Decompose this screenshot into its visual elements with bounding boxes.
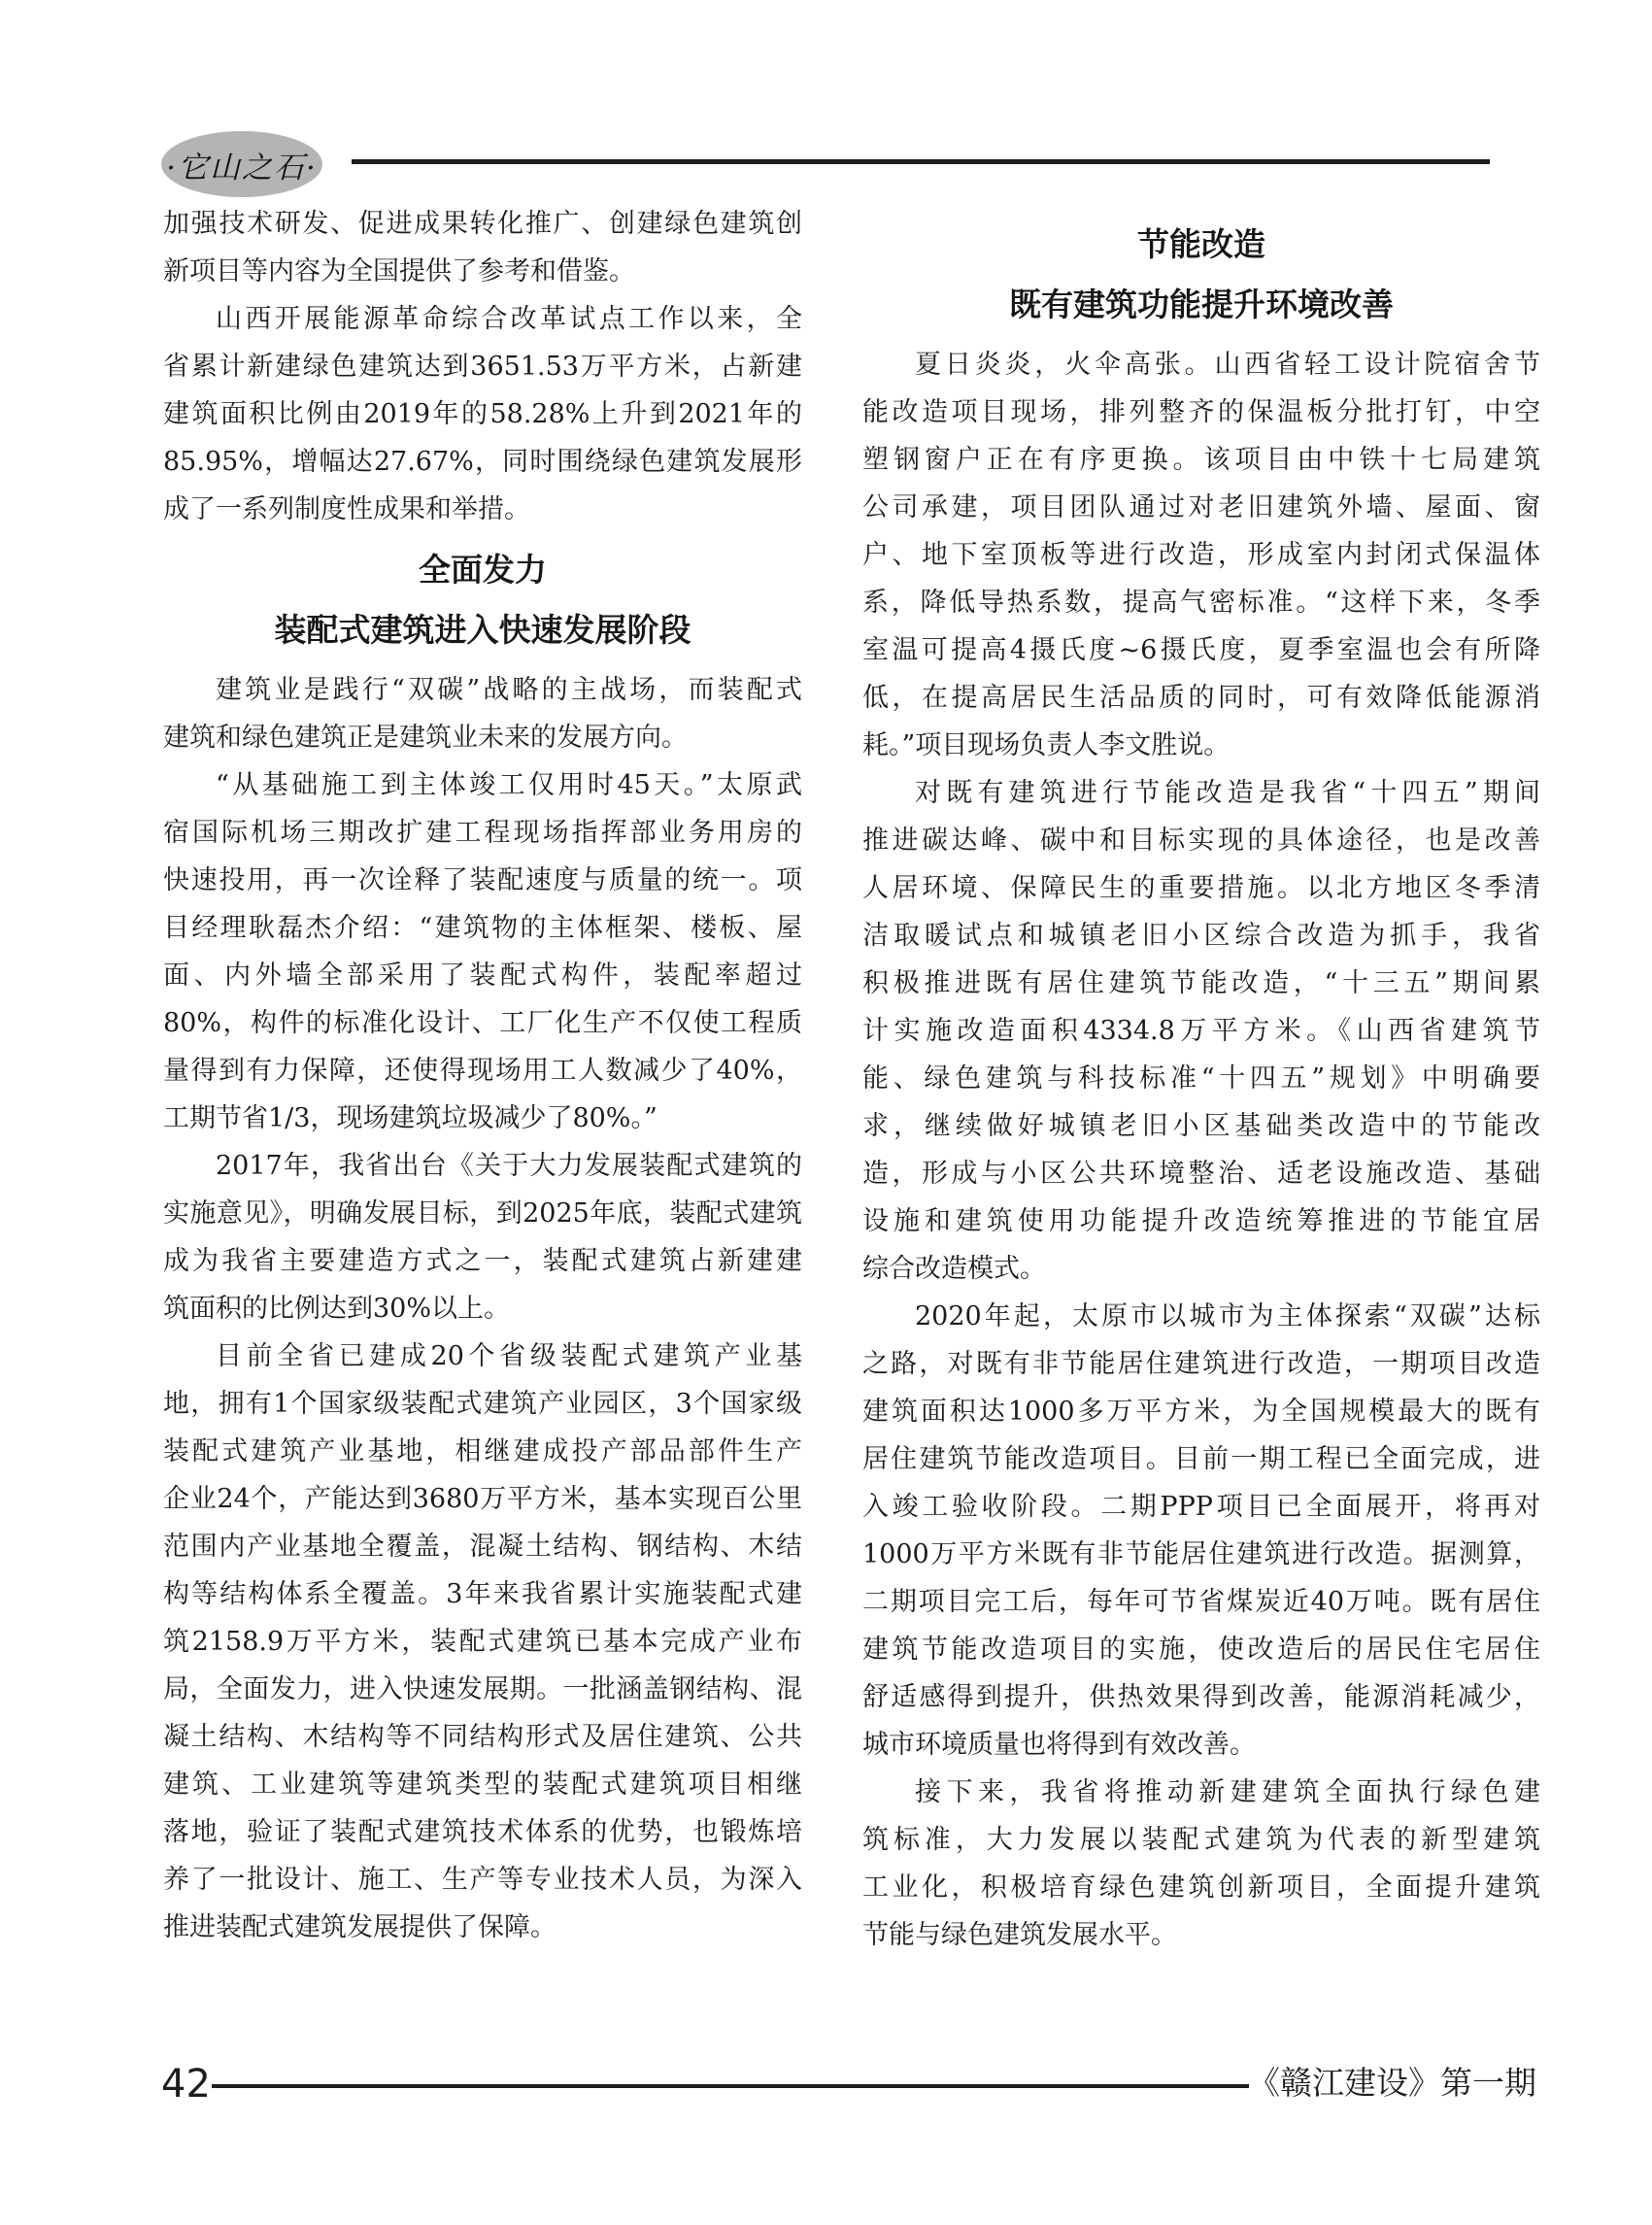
text-line: 筑标准，大力发展以装配式建筑为代表的新型建筑	[862, 1825, 1540, 1855]
text-line: 积极推进既有居住建筑节能改造，“十三五”期间累	[862, 968, 1540, 998]
text-line: 新项目等内容为全国提供了参考和借鉴。	[163, 256, 635, 287]
text-line: 实施意见》，明确发展目标，到2025年底，装配式建筑	[163, 1198, 802, 1229]
section-heading: 全面发力	[419, 551, 547, 589]
text-line: 求，继续做好城镇老旧小区基础类改造中的节能改	[862, 1111, 1540, 1141]
text-line: “从基础施工到主体竣工仅用时45天。”太原武	[216, 770, 802, 800]
text-line: 筑面积的比例达到30%以上。	[163, 1294, 511, 1324]
text-line: 建筑面积达1000多万平方米，为全国规模最大的既有	[862, 1397, 1540, 1427]
text-line: 入竣工验收阶段。二期PPP项目已全面展开，将再对	[862, 1492, 1540, 1522]
paragraph	[862, 1769, 1540, 1959]
text-line: 室温可提高4摄氏度~6摄氏度，夏季室温也会有所降	[862, 635, 1540, 665]
text-line: 省累计新建绿色建筑达到3651.53万平方米，占新建	[163, 352, 802, 382]
text-line: 局，全面发力，进入快速发展期。一批涵盖钢结构、混	[163, 1674, 802, 1704]
footer-rule	[212, 2084, 1249, 2088]
text-line: 山西开展能源革命综合改革试点工作以来，全	[216, 304, 802, 334]
paragraph	[862, 1293, 1540, 1769]
text-line: 量得到有力保障，还使得现场用工人数减少了40%，	[163, 1056, 802, 1086]
text-line: 宿国际机场三期改扩建工程现场指挥部业务用房的	[163, 818, 802, 848]
text-line: 公司承建，项目团队通过对老旧建筑外墙、屋面、窗	[862, 492, 1540, 523]
text-line: 户、地下室顶板等进行改造，形成室内封闭式保温体	[862, 540, 1540, 570]
text-line: 接下来，我省将推动新建建筑全面执行绿色建	[915, 1777, 1540, 1807]
right-column	[862, 208, 1540, 1959]
text-line: 企业24个，产能达到3680万平方米，基本实现百公里	[163, 1484, 802, 1514]
paragraph	[862, 341, 1540, 769]
paragraph	[862, 769, 1540, 1293]
text-line: 范围内产业基地全覆盖，混凝土结构、钢结构、木结	[163, 1532, 802, 1562]
text-line: 设施和建筑使用功能提升改造统筹推进的节能宜居	[862, 1206, 1540, 1236]
text-line: 加强技术研发、促进成果转化推广、创建绿色建筑创	[163, 209, 802, 239]
section-badge	[161, 131, 322, 197]
text-line: 能、绿色建筑与科技标准“十四五”规划》中明确要	[862, 1063, 1540, 1094]
text-line: 综合改造模式。	[862, 1254, 1046, 1284]
text-line: 低，在提高居民生活品质的同时，可有效降低能源消	[862, 683, 1540, 713]
text-line: 建筑、工业建筑等建筑类型的装配式建筑项目相继	[163, 1770, 802, 1800]
left-column	[163, 200, 802, 1951]
text-line: 节能与绿色建筑发展水平。	[862, 1920, 1177, 1950]
text-line: 塑钢窗户正在有序更换。该项目由中铁十七局建筑	[862, 445, 1540, 475]
text-line: 80%，构件的标准化设计、工厂化生产不仅使工程质	[163, 1008, 802, 1038]
text-line: 建筑业是践行“双碳”战略的主战场，而装配式	[216, 675, 802, 705]
text-line: 2020年起，太原市以城市为主体探索“双碳”达标	[915, 1301, 1540, 1332]
text-line: 建筑和绿色建筑正是建筑业未来的发展方向。	[163, 723, 688, 753]
text-line: 筑2158.9万平方米，装配式建筑已基本完成产业布	[163, 1627, 802, 1657]
text-line: 舒适感得到提升，供热效果得到改善，能源消耗减少，	[862, 1682, 1540, 1712]
page-number: 42	[161, 2062, 211, 2107]
text-line: 面、内外墙全部采用了装配式构件，装配率超过	[163, 961, 802, 991]
text-line: 成为我省主要建造方式之一，装配式建筑占新建建	[163, 1246, 802, 1276]
text-line: 落地，验证了装配式建筑技术体系的优势，也锻炼培	[163, 1817, 802, 1847]
paragraph	[163, 666, 802, 761]
text-line: 洁取暖试点和城镇老旧小区综合改造为抓手，我省	[862, 921, 1540, 951]
text-line: 耗。”项目现场负责人李文胜说。	[862, 730, 1231, 760]
text-line: 地，拥有1个国家级装配式建筑产业园区，3个国家级	[163, 1389, 802, 1419]
text-line: 居住建筑节能改造项目。目前一期工程已全面完成，进	[862, 1444, 1540, 1474]
text-line: 快速投用，再一次诠释了装配速度与质量的统一。项	[163, 865, 802, 895]
text-line: 能改造项目现场，排列整齐的保温板分批打钉，中空	[862, 397, 1540, 427]
paragraph	[163, 200, 802, 295]
paragraph	[163, 1332, 802, 1951]
text-line: 对既有建筑进行节能改造是我省“十四五”期间	[915, 778, 1540, 808]
text-line: 目前全省已建成20个省级装配式建筑产业基	[216, 1341, 802, 1371]
text-line: 造，形成与小区公共环境整治、适老设施改造、基础	[862, 1159, 1540, 1189]
text-line: 凝土结构、木结构等不同结构形式及居住建筑、公共	[163, 1722, 802, 1752]
text-line: 1000万平方米既有非节能居住建筑进行改造。据测算，	[862, 1539, 1540, 1569]
text-line: 系，降低导热系数，提高气密标准。“这样下来，冬季	[862, 588, 1540, 618]
section-badge-label: ·它山之石·	[166, 150, 318, 185]
paragraph	[163, 295, 802, 533]
text-line: 计实施改造面积4334.8万平方米。《山西省建筑节	[862, 1016, 1540, 1046]
section-heading: 既有建筑功能提升环境改善	[1009, 286, 1394, 323]
section-heading: 装配式建筑进入快速发展阶段	[274, 611, 691, 649]
text-line: 85.95%，增幅达27.67%，同时围绕绿色建筑发展形	[163, 447, 802, 477]
text-line: 夏日炎炎，火伞高张。山西省轻工设计院宿舍节	[915, 350, 1540, 380]
text-line: 二期项目完工后，每年可节省煤炭近40万吨。既有居住	[862, 1587, 1540, 1617]
text-line: 人居环境、保障民生的重要措施。以北方地区冬季清	[862, 873, 1540, 903]
text-line: 建筑面积比例由2019年的58.28%上升到2021年的	[163, 399, 802, 429]
text-line: 工期节省1/3，现场建筑垃圾减少了80%。”	[163, 1103, 657, 1133]
paragraph	[163, 1142, 802, 1332]
text-line: 城市环境质量也将得到有效改善。	[862, 1730, 1256, 1760]
text-line: 目经理耿磊杰介绍：“建筑物的主体框架、楼板、屋	[163, 913, 802, 943]
text-line: 构等结构体系全覆盖。3年来我省累计实施装配式建	[163, 1579, 802, 1609]
section-heading: 节能改造	[1137, 225, 1265, 263]
header-rule	[352, 159, 1490, 164]
text-line: 推进碳达峰、碳中和目标实现的具体途径，也是改善	[862, 826, 1540, 856]
text-line: 建筑节能改造项目的实施，使改造后的居民住宅居住	[862, 1635, 1540, 1665]
text-line: 推进装配式建筑发展提供了保障。	[163, 1912, 556, 1942]
paragraph	[163, 761, 802, 1142]
text-line: 成了一系列制度性成果和举措。	[163, 494, 530, 524]
text-line: 工业化，积极培育绿色建筑创新项目，全面提升建筑	[862, 1872, 1540, 1903]
text-line: 2017年，我省出台《关于大力发展装配式建筑的	[216, 1151, 802, 1181]
text-line: 装配式建筑产业基地，相继建成投产部品部件生产	[163, 1436, 802, 1466]
journal-title: 《赣江建设》第一期	[1248, 2064, 1536, 2102]
text-line: 养了一批设计、施工、生产等专业技术人员，为深入	[163, 1865, 802, 1895]
text-line: 之路，对既有非节能居住建筑进行改造，一期项目改造	[862, 1349, 1540, 1379]
